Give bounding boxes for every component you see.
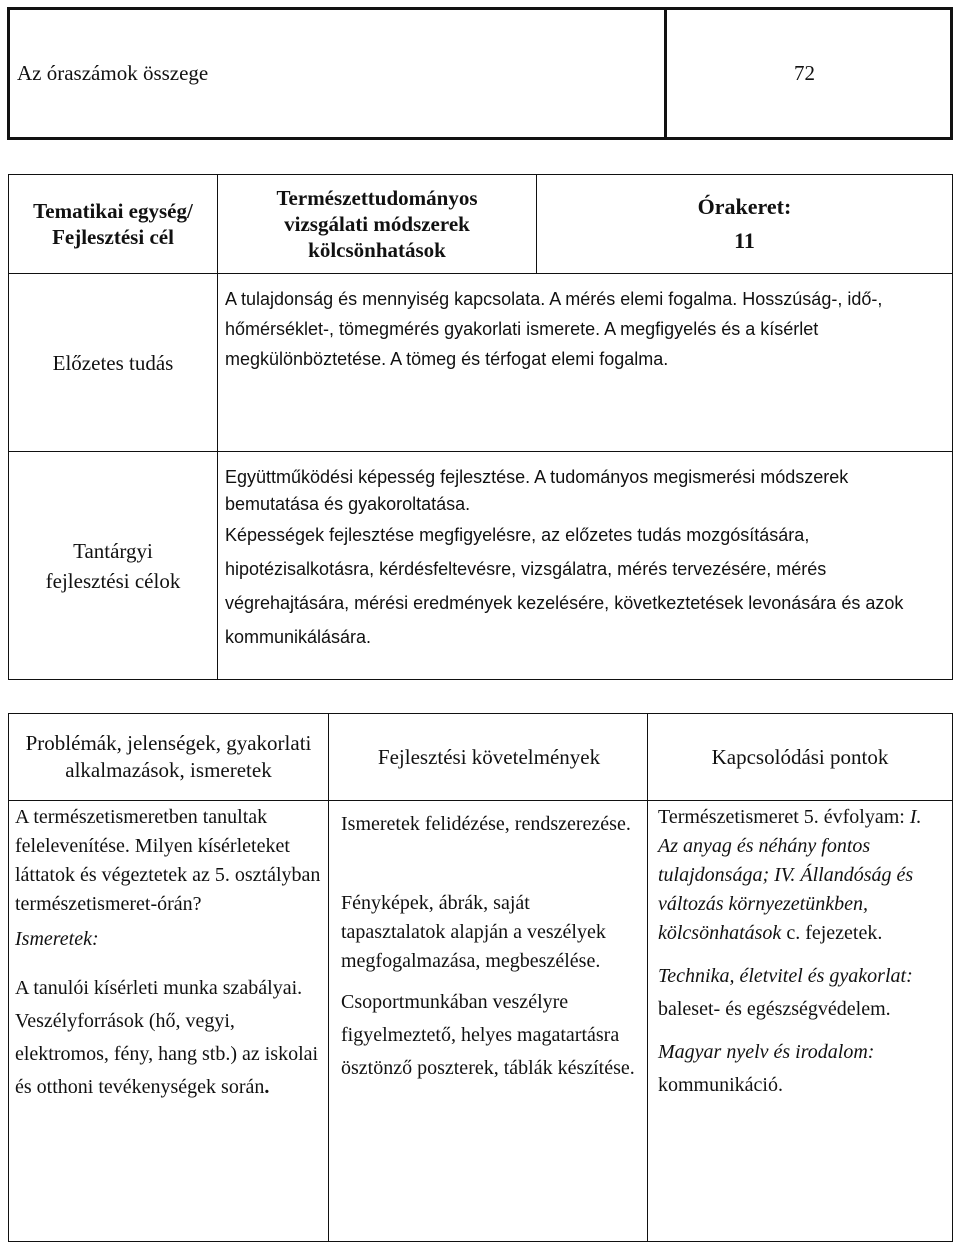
prior-knowledge-row — [9, 274, 953, 452]
problems-text-2-end: . — [264, 1076, 270, 1098]
hours-sum-value: 72 — [666, 9, 952, 139]
theme-label-cell — [9, 175, 218, 274]
connections-text-1-plain: Természetismeret 5. évfolyam: — [658, 806, 910, 828]
development-goals-label-line1: Tantárgyi — [73, 538, 153, 563]
unit-title-cell — [218, 175, 537, 274]
content-header-row — [9, 714, 953, 801]
connections-text-2 — [658, 960, 942, 1026]
connections-text-1-end: c. fejezetek. — [781, 922, 883, 944]
theme-label-line2: Fejlesztési cél — [52, 225, 174, 249]
development-goals-row — [9, 452, 953, 680]
connections-text-1 — [658, 803, 942, 948]
problems-text-1: A természetismeretben tanultak felelevenítése. Milyen kísérleteket láttatok és végeztetek az 5. osztályban természetismeret-órán? — [15, 806, 321, 915]
connections-cell — [648, 801, 953, 1242]
connections-text-3-plain: kommunikáció. — [658, 1074, 783, 1096]
prior-knowledge-text: A tulajdonság és mennyiség kapcsolata. A mérés elemi fogalma. Hosszúság-, idő-, hőmérséklet-, tömegmérés gyakorlati ismerete. A megfigyelés és a kísérlet megkülönböztetése. A tömeg és térfogat elemi fogalma. — [218, 274, 953, 452]
hours-frame-label: Órakeret: — [697, 194, 792, 219]
problems-text-2 — [15, 972, 322, 1104]
development-goals-text — [218, 452, 953, 680]
unit-title-line1: Természettudományos — [276, 186, 478, 210]
connections-text-3-italic: Magyar nyelv és irodalom: — [658, 1041, 875, 1063]
development-goals-label — [9, 452, 218, 680]
hours-sum-label: Az óraszámok összege — [9, 9, 666, 139]
development-goals-text-2: Képességek fejlesztése megfigyelésre, az előzetes tudás mozgósítására, hipotézisalkotásra, kérdésfeltevésre, vizsgálatra, mérés tervezésére, mérés végrehajtására, mérési eredmények kezelésére, következtetések levonására és azok kommunikálására. — [225, 525, 904, 647]
connections-header: Kapcsolódási pontok — [648, 714, 953, 801]
content-body-row — [9, 801, 953, 1242]
connections-text-2-italic: Technika, életvitel és gyakorlat: — [658, 965, 913, 987]
requirements-header: Fejlesztési követelmények — [329, 714, 648, 801]
requirements-cell — [329, 801, 648, 1242]
problems-header: Problémák, jelenségek, gyakorlati alkalmazások, ismeretek — [9, 714, 329, 801]
connections-text-3 — [658, 1036, 942, 1102]
unit-table — [8, 174, 953, 680]
prior-knowledge-label: Előzetes tudás — [9, 274, 218, 452]
unit-title-line2: vizsgálati módszerek — [284, 212, 470, 236]
knowledge-label: Ismeretek: — [15, 928, 99, 950]
requirements-text-3: Csoportmunkában veszélyre figyelmeztető, helyes magatartásra ösztönző poszterek, táblák készítése. — [341, 991, 635, 1079]
unit-header-row — [9, 175, 953, 274]
unit-title-line3: kölcsönhatások — [308, 238, 446, 262]
connections-text-2-plain: baleset- és egészségvédelem. — [658, 998, 891, 1020]
hours-summary-table — [7, 7, 953, 140]
connections-text-1-italic: I. Az anyag és néhány fontos tulajdonsága; IV. Állandóság és változás környezetünkben, kölcsönhatások — [658, 806, 922, 944]
requirements-text-2: Fényképek, ábrák, saját tapasztalatok alapján a veszélyek megfogalmazása, megbeszélése. — [341, 892, 606, 972]
hours-frame-value: 11 — [734, 228, 755, 253]
requirements-text-1: Ismeretek felidézése, rendszerezése. — [341, 813, 631, 835]
content-table — [8, 713, 953, 1242]
hours-frame-cell — [537, 175, 953, 274]
problems-text-2-body: A tanulói kísérleti munka szabályai. Veszélyforrások (hő, vegyi, elektromos, fény, hang stb.) az iskolai és otthoni tevékenységek során — [15, 977, 319, 1098]
theme-label-line1: Tematikai egység/ — [33, 199, 193, 223]
development-goals-text-1: Együttműködési képesség fejlesztése. A tudományos megismerési módszerek bemutatása és gyakoroltatása. — [225, 467, 849, 514]
development-goals-label-line2: fejlesztési célok — [45, 568, 181, 593]
problems-cell — [9, 801, 329, 1242]
